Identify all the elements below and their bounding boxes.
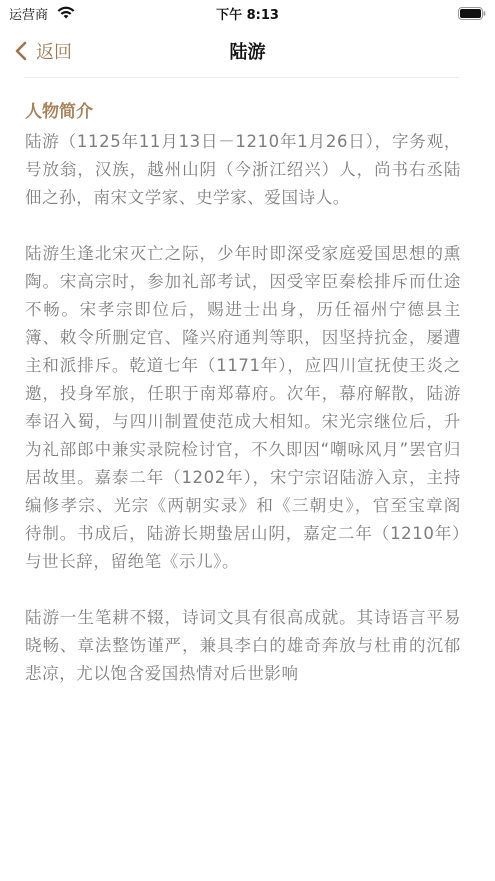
navigation-bar	[0, 26, 495, 76]
carrier-label: 运营商	[9, 8, 49, 23]
status-bar	[0, 0, 495, 26]
paragraph-intro: 陆游（1125年11月13日－1210年1月26日），字务观，号放翁，汉族，越州山阴（今浙江绍兴）人，尚书右丞陆佃之孙，南宋文学家、史学家、爱国诗人。	[25, 132, 461, 207]
page-title: 陆游	[229, 42, 266, 63]
paragraph-biography: 陆游生逢北宋灭亡之际，少年时即深受家庭爱国思想的熏陶。宋高宗时，参加礼部考试，因受宰臣秦桧排斥而仕途不畅。宋孝宗即位后，赐进士出身，历任福州宁德县主簿、敕令所删定官、隆兴府通判等职，因坚持抗金，屡遭主和派排斥。乾道七年（1171年），应四川宣抚使王炎之邀，投身军旅，任职于南郑幕府。次年，幕府解散，陆游奉诏入蜀，与四川制置使范成大相知。宋光宗继位后，升为礼部郎中兼实录院检讨官，不久即因“嘲咏风月”罢官归居故里。嘉泰二年（1202年），宋宁宗诏陆游入京，主持编修孝宗、光宗《两朝实录》和《三朝史》，官至宝章阁待制。书成后，陆游长期蛰居山阴，嘉定二年（1210年）与世长辞，留绝笔《示儿》。	[25, 244, 461, 571]
status-time: 下午 8:13	[216, 8, 279, 23]
nav-divider	[24, 77, 459, 78]
back-label: 返回	[36, 42, 72, 63]
paragraph-literature: 陆游一生笔耕不辍，诗词文具有很高成就。其诗语言平易晓畅、章法整饬谨严，兼具李白的雄奇奔放与杜甫的沉郁悲凉，尤以饱含爱国热情对后世影响	[25, 608, 461, 683]
section-title: 人物简介	[25, 102, 93, 122]
battery-icon	[458, 5, 486, 18]
article-content[interactable]	[25, 98, 461, 716]
